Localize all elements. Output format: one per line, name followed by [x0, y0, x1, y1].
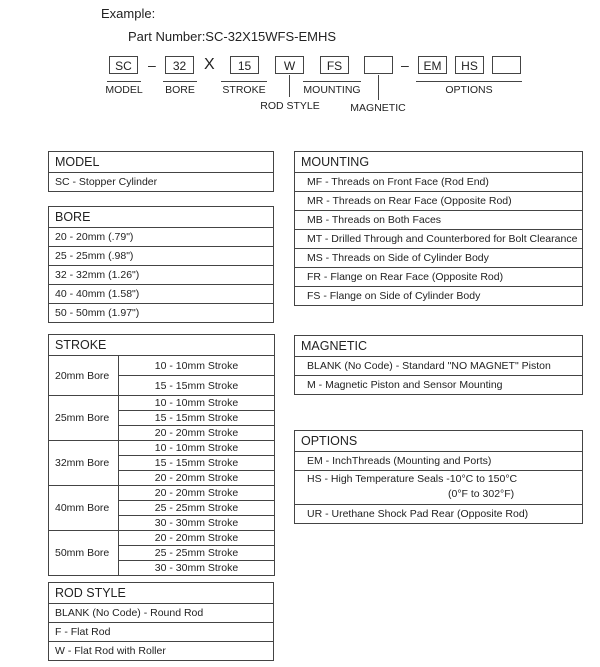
- stroke-bore-label: 25mm Bore: [49, 396, 119, 441]
- stroke-option: 10 - 10mm Stroke: [119, 396, 275, 411]
- stroke-option: 20 - 20mm Stroke: [119, 471, 275, 486]
- mounting-row: MS - Threads on Side of Cylinder Body: [295, 249, 583, 268]
- stroke-option: 10 - 10mm Stroke: [119, 441, 275, 456]
- mounting-row: MR - Threads on Rear Face (Opposite Rod): [295, 192, 583, 211]
- mounting-row: FR - Flange on Rear Face (Opposite Rod): [295, 268, 583, 287]
- stroke-underline: [221, 81, 267, 82]
- model-table: [48, 151, 274, 192]
- bore-header: BORE: [49, 207, 274, 228]
- stroke-option: 15 - 15mm Stroke: [119, 411, 275, 426]
- options-underline: [416, 81, 522, 82]
- bore-row: 40 - 40mm (1.58"): [49, 285, 274, 304]
- stroke-option: 25 - 25mm Stroke: [119, 501, 275, 516]
- stroke-bore-label: 32mm Bore: [49, 441, 119, 486]
- magnetic-row: M - Magnetic Piston and Sensor Mounting: [295, 376, 583, 395]
- code-label-bore: BORE: [165, 84, 195, 96]
- rod-style-row: F - Flat Rod: [49, 623, 274, 642]
- stroke-option: 30 - 30mm Stroke: [119, 561, 275, 576]
- mounting-underline: [303, 81, 361, 82]
- mounting-header: MOUNTING: [295, 152, 583, 173]
- options-row: [295, 471, 583, 505]
- options-header: OPTIONS: [295, 431, 583, 452]
- stroke-bore-label: 40mm Bore: [49, 486, 119, 531]
- mounting-row: MF - Threads on Front Face (Rod End): [295, 173, 583, 192]
- stroke-option: 20 - 20mm Stroke: [119, 426, 275, 441]
- bore-underline: [163, 81, 197, 82]
- stroke-option: 15 - 15mm Stroke: [119, 456, 275, 471]
- code-box-model: SC: [109, 56, 138, 74]
- bore-row: 50 - 50mm (1.97"): [49, 304, 274, 323]
- magnetic-leader: [378, 75, 379, 100]
- options-table: [294, 430, 583, 524]
- mounting-table: [294, 151, 583, 306]
- stroke-header: STROKE: [49, 335, 275, 356]
- code-label-model: MODEL: [105, 84, 143, 96]
- code-label-options: OPTIONS: [445, 84, 493, 96]
- stroke-option: 20 - 20mm Stroke: [119, 531, 275, 546]
- bore-row: 20 - 20mm (.79"): [49, 228, 274, 247]
- rod-style-row: BLANK (No Code) - Round Rod: [49, 604, 274, 623]
- code-separator-dash-2: –: [401, 57, 409, 73]
- example-part-number: Part Number:SC-32X15WFS-EMHS: [128, 29, 337, 44]
- code-box-stroke: 15: [230, 56, 259, 74]
- code-label-rod-style: ROD STYLE: [260, 100, 320, 112]
- stroke-option: 20 - 20mm Stroke: [119, 486, 275, 501]
- code-separator-x: X: [204, 56, 215, 73]
- stroke-table: [48, 334, 275, 576]
- example-title: Example:: [101, 6, 156, 21]
- code-box-bore: 32: [165, 56, 194, 74]
- stroke-bore-label: 50mm Bore: [49, 531, 119, 576]
- model-row: SC - Stopper Cylinder: [49, 173, 274, 192]
- stroke-option: 30 - 30mm Stroke: [119, 516, 275, 531]
- code-label-mounting: MOUNTING: [303, 84, 361, 96]
- code-box-mounting: FS: [320, 56, 349, 74]
- code-box-magnetic: [364, 56, 393, 74]
- magnetic-row: BLANK (No Code) - Standard "NO MAGNET" Piston: [295, 357, 583, 376]
- code-box-rod-style: W: [275, 56, 304, 74]
- rod-style-row: W - Flat Rod with Roller: [49, 642, 274, 661]
- stroke-option: 15 - 15mm Stroke: [119, 376, 275, 396]
- mounting-row: MT - Drilled Through and Counterbored for Bolt Clearance: [295, 230, 583, 249]
- options-row: UR - Urethane Shock Pad Rear (Opposite Rod): [295, 505, 583, 524]
- code-label-magnetic: MAGNETIC: [350, 102, 406, 114]
- code-separator-dash: –: [148, 57, 156, 73]
- model-underline: [107, 81, 141, 82]
- stroke-option: 10 - 10mm Stroke: [119, 356, 275, 376]
- bore-table: [48, 206, 274, 323]
- options-row-line: (0°F to 302°F): [448, 488, 515, 500]
- rod-style-leader: [289, 75, 290, 97]
- code-box-option-3: [492, 56, 521, 74]
- mounting-row: FS - Flange on Side of Cylinder Body: [295, 287, 583, 306]
- bore-row: 25 - 25mm (.98"): [49, 247, 274, 266]
- magnetic-table: [294, 335, 583, 395]
- stroke-option: 25 - 25mm Stroke: [119, 546, 275, 561]
- code-label-stroke: STROKE: [222, 84, 266, 96]
- model-header: MODEL: [49, 152, 274, 173]
- code-box-option-2: HS: [455, 56, 484, 74]
- options-row: EM - InchThreads (Mounting and Ports): [295, 452, 583, 471]
- rod-style-header: ROD STYLE: [49, 583, 274, 604]
- rod-style-table: [48, 582, 274, 661]
- options-row-line: HS - High Temperature Seals -10°C to 150°C: [307, 473, 518, 485]
- magnetic-header: MAGNETIC: [295, 336, 583, 357]
- mounting-row: MB - Threads on Both Faces: [295, 211, 583, 230]
- stroke-bore-label: 20mm Bore: [49, 356, 119, 396]
- code-box-option-1: EM: [418, 56, 447, 74]
- bore-row: 32 - 32mm (1.26"): [49, 266, 274, 285]
